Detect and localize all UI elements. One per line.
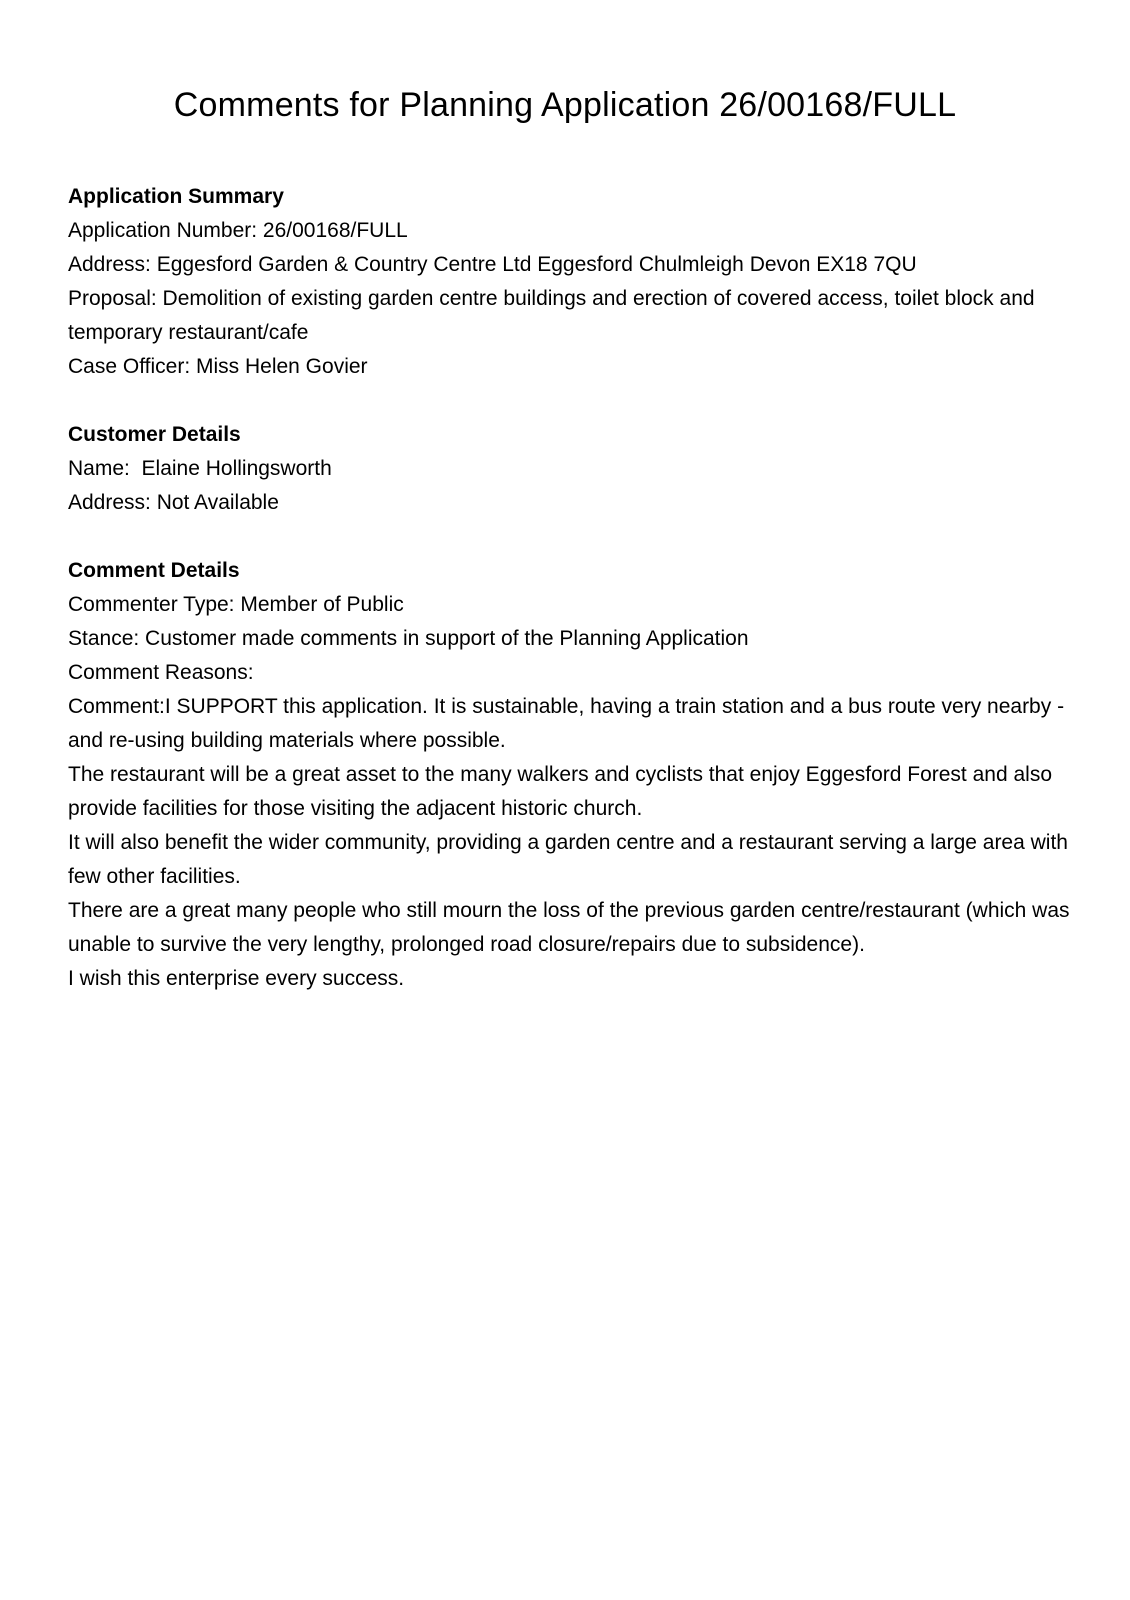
- comment-paragraph: Comment:I SUPPORT this application. It is sustainable, having a train station and a bus route very nearby - and re-using building materials where possible.: [68, 695, 1070, 752]
- comment-paragraph: There are a great many people who still mourn the loss of the previous garden centre/restaurant (which was unable to survive the very lengthy, prolonged road closure/repairs due to subsidence).: [68, 899, 1076, 956]
- application-number: Application Number: 26/00168/FULL: [68, 219, 408, 242]
- stance: Stance: Customer made comments in support of the Planning Application: [68, 627, 749, 650]
- comment-paragraph: The restaurant will be a great asset to the many walkers and cyclists that enjoy Eggesford Forest and also provide facilities for those visiting the adjacent historic church.: [68, 763, 1058, 820]
- comment-reasons: Comment Reasons:: [68, 661, 254, 684]
- customer-address: Address: Not Available: [68, 491, 279, 514]
- page-title: Comments for Planning Application 26/00168/FULL: [173, 86, 957, 124]
- application-proposal: Proposal: Demolition of existing garden centre buildings and erection of covered access, toilet block and temporary restaurant/cafe: [68, 287, 1041, 344]
- comment-details-heading: Comment Details: [68, 559, 240, 582]
- document-body: [68, 180, 1078, 1030]
- comment-details-section: [68, 554, 1078, 996]
- customer-details-section: [68, 418, 1078, 520]
- customer-name: Name: Elaine Hollingsworth: [68, 457, 332, 480]
- comment-paragraph: It will also benefit the wider community, providing a garden centre and a restaurant serving a large area with few other facilities.: [68, 831, 1074, 888]
- application-address: Address: Eggesford Garden & Country Centre Ltd Eggesford Chulmleigh Devon EX18 7QU: [68, 253, 917, 276]
- application-summary-section: [68, 180, 1078, 384]
- customer-details-heading: Customer Details: [68, 423, 241, 446]
- commenter-type: Commenter Type: Member of Public: [68, 593, 404, 616]
- comment-paragraph: I wish this enterprise every success.: [68, 967, 405, 990]
- case-officer: Case Officer: Miss Helen Govier: [68, 355, 368, 378]
- application-summary-heading: Application Summary: [68, 185, 284, 208]
